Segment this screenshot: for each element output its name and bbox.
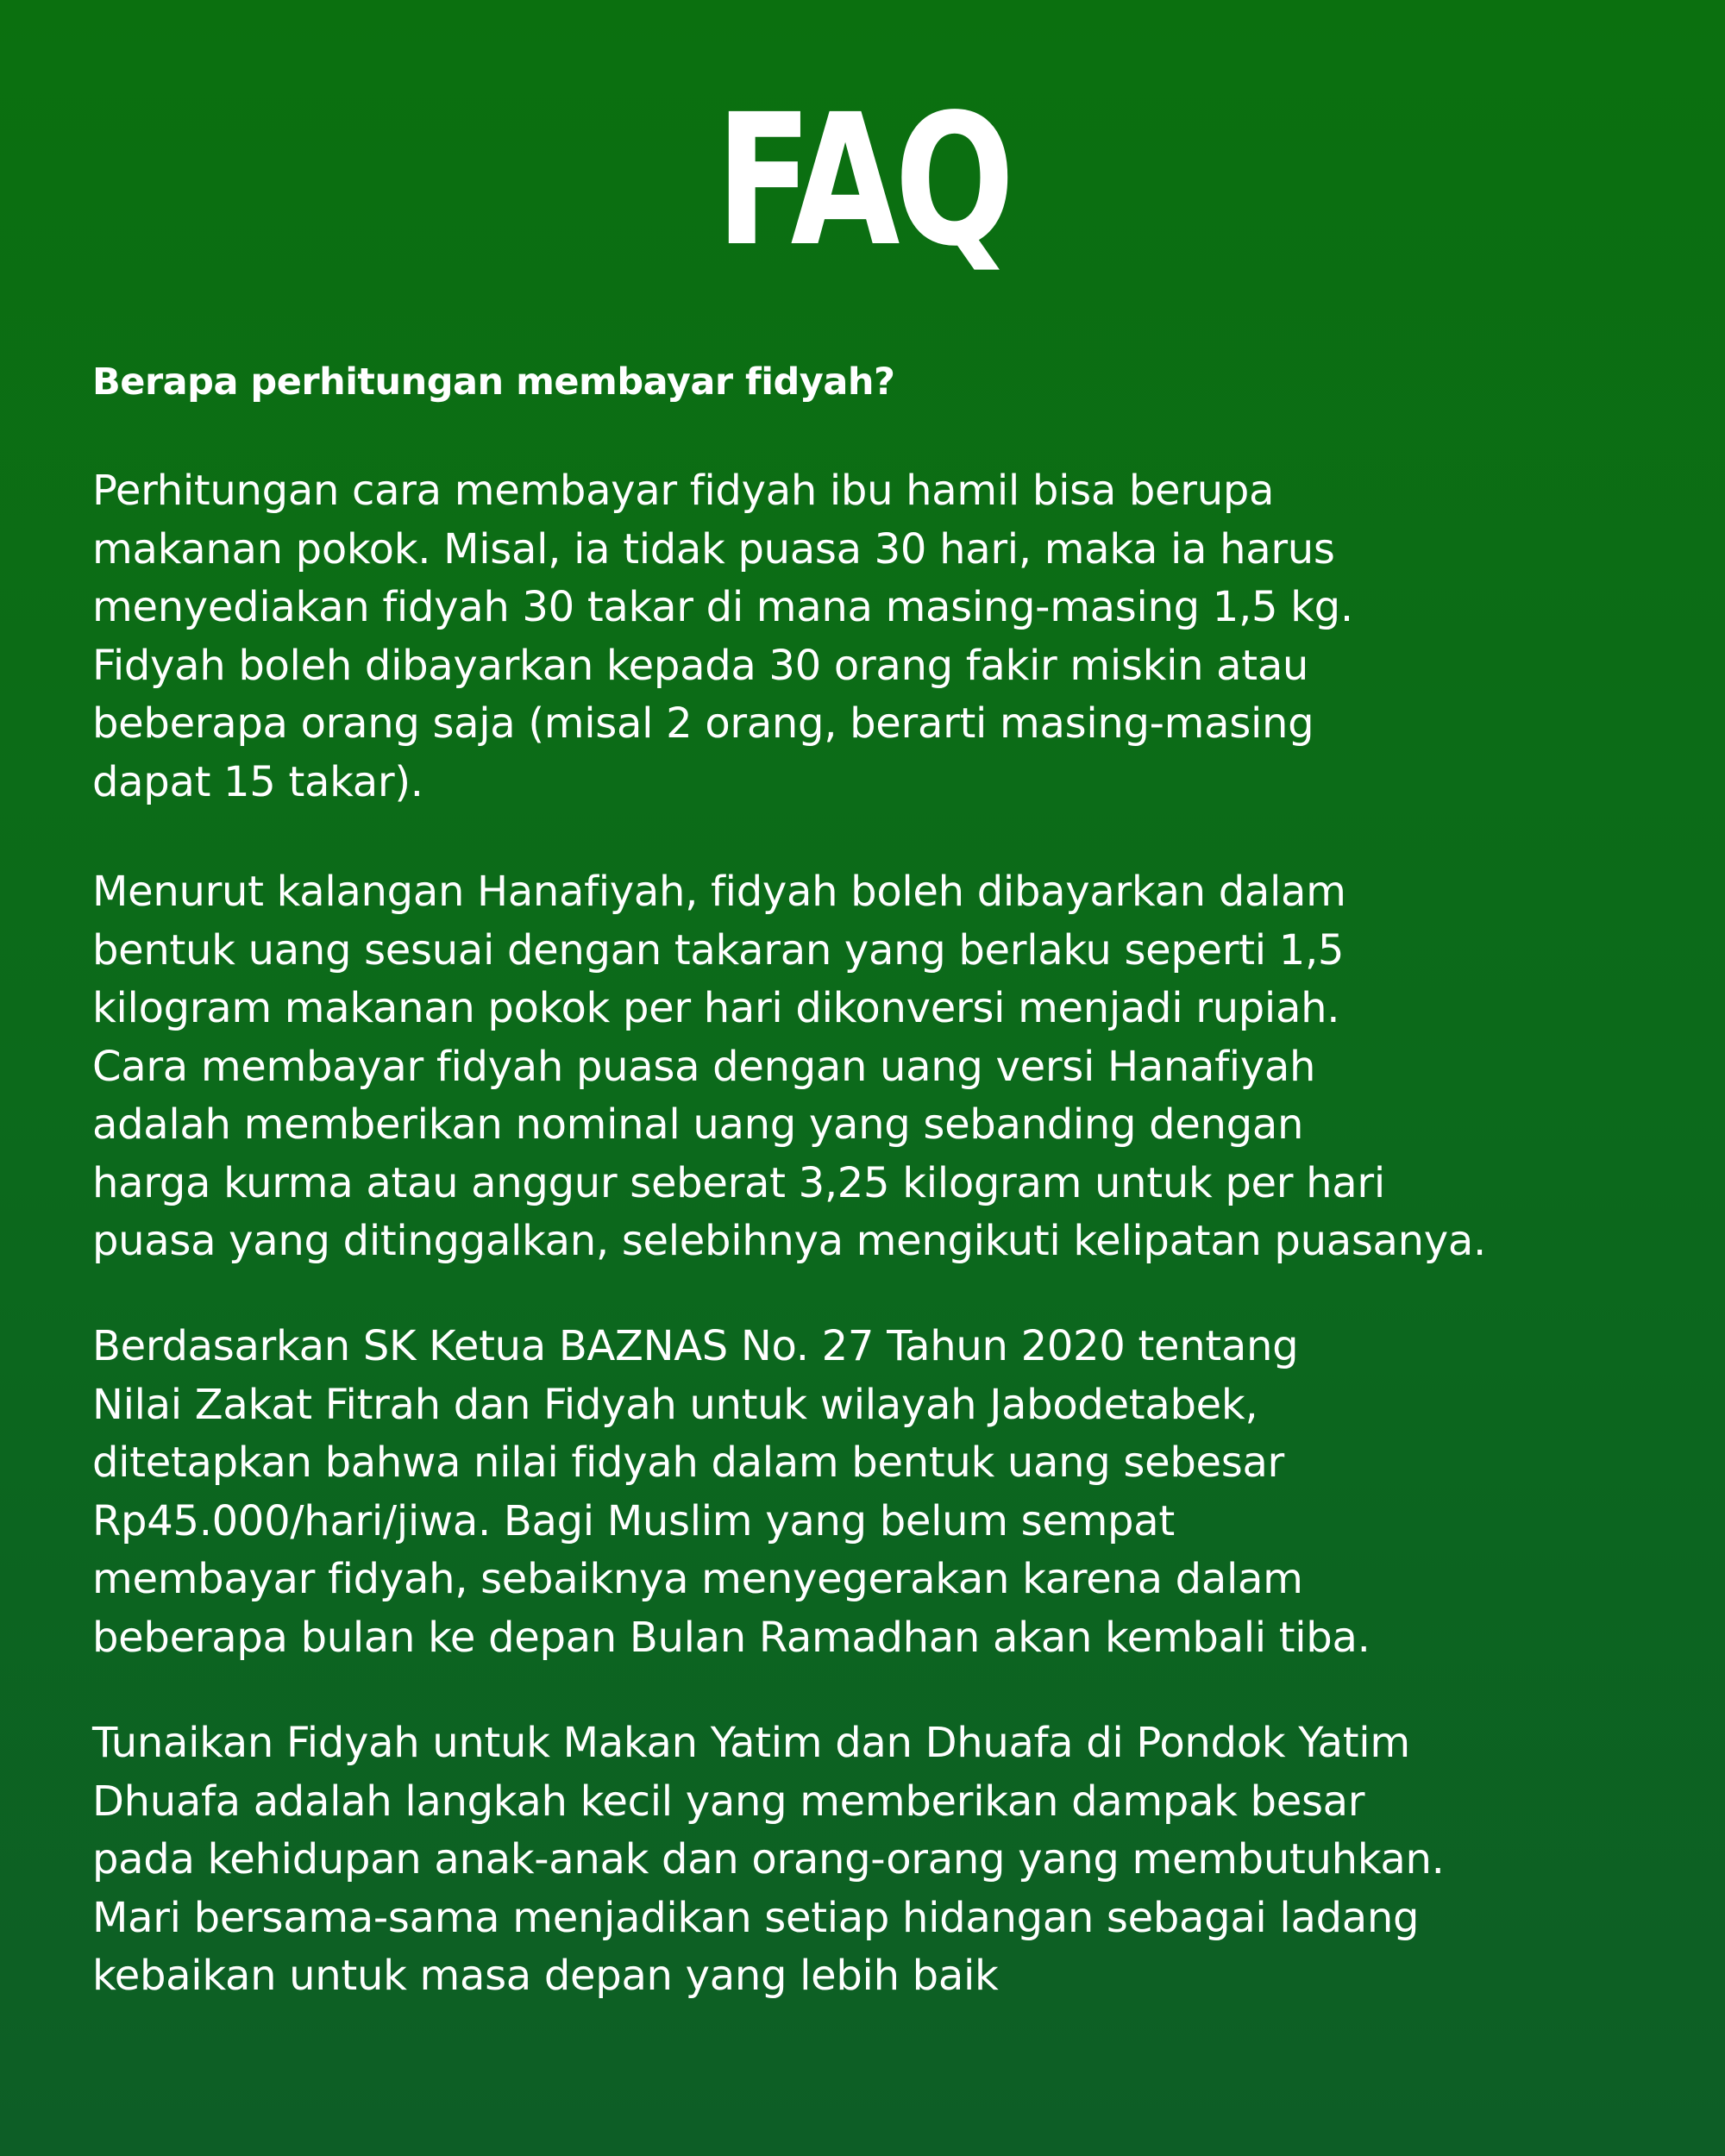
paragraph-line: menyediakan fidyah 30 takar di mana masing-masing 1,5 kg.: [92, 583, 1353, 631]
paragraph-line: Mari bersama-sama menjadikan setiap hidangan sebagai ladang: [92, 1893, 1420, 1942]
faq-content: [92, 352, 1688, 2000]
paragraph-line: beberapa bulan ke depan Bulan Ramadhan akan kembali tiba.: [92, 1613, 1371, 1662]
paragraph-line: bentuk uang sesuai dengan takaran yang berlaku seperti 1,5: [92, 925, 1345, 975]
paragraph-line: harga kurma atau anggur seberat 3,25 kilogram untuk per hari: [92, 1158, 1385, 1207]
paragraph-line: ditetapkan bahwa nilai fidyah dalam bentuk uang sebesar: [92, 1438, 1284, 1487]
paragraph-line: dapat 15 takar).: [92, 757, 423, 806]
answer-paragraph-4: [92, 1714, 1445, 2006]
paragraph-line: membayar fidyah, sebaiknya menyegerakan karena dalam: [92, 1555, 1303, 1603]
paragraph-line: kilogram makanan pokok per hari dikonversi menjadi rupiah.: [92, 984, 1340, 1032]
paragraph-line: beberapa orang saja (misal 2 orang, berarti masing-masing: [92, 699, 1314, 748]
paragraph-line: Nilai Zakat Fitrah dan Fidyah untuk wilayah Jabodetabek,: [92, 1380, 1258, 1429]
paragraph-line: pada kehidupan anak-anak dan orang-orang yang membutuhkan.: [92, 1835, 1445, 1883]
paragraph-line: puasa yang ditinggalkan, selebihnya mengikuti kelipatan puasanya.: [92, 1217, 1486, 1265]
paragraph-line: adalah memberikan nominal uang yang sebanding dengan: [92, 1100, 1304, 1149]
paragraph-line: kebaikan untuk masa depan yang lebih baik: [92, 1952, 999, 2000]
answer-paragraph-2: [92, 863, 1486, 1271]
paragraph-line: Cara membayar fidyah puasa dengan uang versi Hanafiyah: [92, 1042, 1316, 1091]
paragraph-line: Tunaikan Fidyah untuk Makan Yatim dan Dhuafa di Pondok Yatim: [92, 1719, 1410, 1767]
paragraph-line: Rp45.000/hari/jiwa. Bagi Muslim yang belum sempat: [92, 1496, 1175, 1545]
paragraph-line: Dhuafa adalah langkah kecil yang memberikan dampak besar: [92, 1777, 1365, 1826]
paragraph-line: Fidyah boleh dibayarkan kepada 30 orang fakir miskin atau: [92, 641, 1309, 690]
answer-paragraph-3: [92, 1318, 1371, 1667]
paragraph-line: Perhitungan cara membayar fidyah ibu hamil bisa berupa: [92, 467, 1275, 515]
paragraph-line: Berdasarkan SK Ketua BAZNAS No. 27 Tahun 2020 tentang: [92, 1322, 1299, 1370]
paragraph-line: makanan pokok. Misal, ia tidak puasa 30 hari, maka ia harus: [92, 524, 1335, 573]
answer-paragraph-1: [92, 462, 1353, 812]
paragraph-line: Menurut kalangan Hanafiyah, fidyah boleh dibayarkan dalam: [92, 868, 1346, 916]
page-title: FAQ: [715, 75, 1010, 286]
faq-question: Berapa perhitungan membayar fidyah?: [92, 360, 895, 404]
